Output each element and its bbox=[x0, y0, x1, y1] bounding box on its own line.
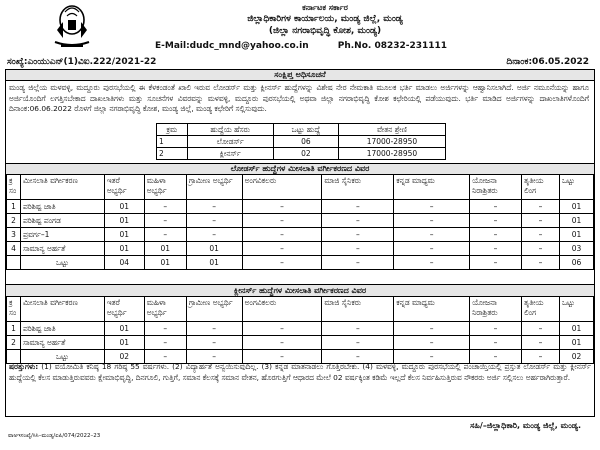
table-cell: – bbox=[242, 214, 322, 228]
table-cell: ಒಟ್ಟು bbox=[20, 256, 104, 270]
table-cell: 01 bbox=[186, 242, 242, 256]
table-header-cell: ಯೋಜನಾ ನಿರಾಶ್ರಿತರು bbox=[470, 175, 522, 200]
table-cell: 01 bbox=[104, 228, 144, 242]
table-header-cell: ತೃತೀಯ ಲಿಂಗ bbox=[522, 297, 560, 322]
table-cell: ಪರಿಶಿಷ್ಟ ಜಾತಿ bbox=[20, 322, 104, 336]
table-cell: – bbox=[186, 336, 242, 350]
cleaners-reservation-table bbox=[6, 296, 594, 364]
table-cell: – bbox=[470, 336, 522, 350]
table-cell: – bbox=[322, 336, 394, 350]
table-header-cell: ಒಟ್ಟು bbox=[559, 297, 593, 322]
table-cell: 01 bbox=[559, 200, 593, 214]
table-cell: – bbox=[186, 228, 242, 242]
table-cell: ಲೋಡರ್ಸ್ bbox=[187, 136, 273, 148]
table-cell: ಒಟ್ಟು bbox=[20, 350, 104, 364]
table-header-cell: ಮಾಜಿ ಸೈನಿಕರು bbox=[322, 175, 394, 200]
table-header-cell: ಒಟ್ಟು bbox=[559, 175, 593, 200]
table-cell bbox=[7, 256, 21, 270]
table-header-cell: ಮಾಜಿ ಸೈನಿಕರು bbox=[322, 297, 394, 322]
table-cell: – bbox=[394, 256, 470, 270]
table-header-cell: ಕ್ರ ಸಂ bbox=[7, 297, 21, 322]
notification-page bbox=[5, 0, 595, 450]
table-header-cell: ಗ್ರಾಮೀಣ ಅಭ್ಯರ್ಥಿ bbox=[186, 175, 242, 200]
table-header-cell: ಕ್ರ ಸಂ bbox=[7, 175, 21, 200]
table-cell: – bbox=[322, 228, 394, 242]
table-cell: 4 bbox=[7, 242, 21, 256]
table-cell: 1 bbox=[157, 136, 188, 148]
table-cell: – bbox=[144, 228, 186, 242]
table-header-cell: ಕನ್ನಡ ಮಾಧ್ಯಮ bbox=[394, 297, 470, 322]
table-cell: 01 bbox=[559, 336, 593, 350]
table-cell: 01 bbox=[559, 322, 593, 336]
table-cell: – bbox=[522, 242, 560, 256]
table-header-cell: ಮೀಸಲಾತಿ ವರ್ಗೀಕರಣ bbox=[20, 297, 104, 322]
government-name: ಕರ್ನಾಟಕ ಸರ್ಕಾರ bbox=[302, 3, 348, 12]
table-row bbox=[7, 336, 594, 350]
table-header-cell: ಒಟ್ಟು ಹುದ್ದೆ bbox=[273, 124, 338, 136]
contact-line bbox=[155, 41, 447, 51]
publication-code: ವಾಅಇಸಂಖ್ಯೆ/ಸಿಸಿ–ಮಂಡ್ಯ/ಏಪಿ/074/2022–23 bbox=[8, 433, 101, 439]
table-header-cell: ಗ್ರಾಮೀಣ ಅಭ್ಯರ್ಥಿ bbox=[186, 297, 242, 322]
table-header-cell: ಮಹಿಳಾ ಅಭ್ಯರ್ಥಿ bbox=[144, 297, 186, 322]
table-cell: 01 bbox=[144, 256, 186, 270]
table-cell: – bbox=[470, 242, 522, 256]
table-cell: – bbox=[186, 322, 242, 336]
table-cell: 01 bbox=[186, 256, 242, 270]
table-header-cell: ಅಂಗವಿಕಲರು bbox=[242, 297, 322, 322]
table-cell: – bbox=[186, 214, 242, 228]
table-cell: 2 bbox=[157, 148, 188, 160]
table-cell: – bbox=[144, 322, 186, 336]
table-header-cell: ತೃತೀಯ ಲಿಂಗ bbox=[522, 175, 560, 200]
notification-frame bbox=[5, 69, 595, 417]
cleaners-section-title: ಕ್ಲೀನರ್ಸ್ ಹುದ್ದೆಗಳ ಮೀಸಲಾತಿ ವರ್ಗೀಕರಣದ ವಿವರ bbox=[6, 284, 594, 297]
notification-body: ಮಂಡ್ಯ ಜಿಲ್ಲೆಯ ಮಳವಳ್ಳಿ, ಮದ್ದೂರು ಪುರಸಭೆಯಲ್ಲಿ ಈ ಕೆಳಕಂಡಂತೆ ಖಾಲಿ ಇರುವ ಲೋಡರ್ಸ್ ಮತ್ತು ಕ್ಲೀನರ್ಸ್ ಹುದ್ದೆಗಳನ್ನು ವಿಶೇಷ ನೇರ ನೇಮಕಾತಿ ಮೂಲಕ ಭರ್ತಿ ಮಾಡಲು ಅರ್ಜಿಗಳನ್ನು ಆಹ್ವಾನಿಸಲಾಗಿದೆ. ಅರ್ಜಿ ನಮೂನೆಯನ್ನು ಹಾಗೂ ಅರ್ಜಿಯೊಂದಿಗೆ ಲಗತ್ತಿಸಬೇಕಾದ ದಾಖಲಾತಿಗಳು ಮತ್ತು ಸೂಚನೆಗಳ ವಿವರವನ್ನು ಮಳವಳ್ಳಿ, ಮದ್ದೂರು ಪುರಸಭೆಯಲ್ಲಿ ಅಥವಾ ಜಿಲ್ಲಾ ನಗರಾಭಿವೃದ್ಧಿ ಕೋಶ ಕಛೇರಿಯಲ್ಲಿ ಪಡೆಯುವುದು. ಭರ್ತಿ ಮಾಡಿದ ಅರ್ಜಿಗಳನ್ನು ದಾಖಲಾತಿಗಳೊಂದಿಗೆ ದಿನಾಂಕ:06.06.2022 ರೊಳಗೆ ಜಿಲ್ಲಾ ನಗರಾಭಿವೃದ್ಧಿ ಕೋಶ, ಮಂಡ್ಯ ಜಿಲ್ಲೆ, ಮಂಡ್ಯ ಕಛೇರಿಗೆ ಸಲ್ಲಿಸುವುದು. bbox=[9, 83, 589, 114]
table-cell: 17000-28950 bbox=[338, 136, 445, 148]
table-cell: 03 bbox=[559, 242, 593, 256]
table-row bbox=[157, 148, 446, 160]
table-cell: 06 bbox=[559, 256, 593, 270]
table-cell: – bbox=[242, 350, 322, 364]
table-cell: 02 bbox=[104, 350, 144, 364]
table-cell: 17000-28950 bbox=[338, 148, 445, 160]
table-cell: 01 bbox=[104, 322, 144, 336]
table-cell: – bbox=[470, 200, 522, 214]
table-cell: – bbox=[522, 350, 560, 364]
table-cell: – bbox=[322, 214, 394, 228]
table-cell: – bbox=[394, 350, 470, 364]
table-cell: – bbox=[522, 214, 560, 228]
table-cell: 01 bbox=[104, 200, 144, 214]
pay-scale-table bbox=[156, 123, 446, 160]
table-cell: – bbox=[242, 322, 322, 336]
conditions-label: ಷರತ್ತುಗಳು: bbox=[9, 362, 39, 371]
table-cell: 06 bbox=[273, 136, 338, 148]
table-total-row bbox=[7, 256, 594, 270]
table-cell: 01 bbox=[104, 336, 144, 350]
table-cell: 01 bbox=[104, 242, 144, 256]
table-header-cell: ಕನ್ನಡ ಮಾಧ್ಯಮ bbox=[394, 175, 470, 200]
table-cell: 3 bbox=[7, 228, 21, 242]
table-row bbox=[157, 136, 446, 148]
table-row bbox=[7, 242, 594, 256]
table-cell: – bbox=[322, 322, 394, 336]
table-cell: 02 bbox=[559, 350, 593, 364]
table-cell: – bbox=[242, 200, 322, 214]
loaders-section-title: ಲೋಡರ್ಸ್ ಹುದ್ದೆಗಳ ಮೀಸಲಾತಿ ವರ್ಗೀಕರಣದ ವಿವರ bbox=[6, 163, 594, 175]
table-cell: ಸಾಮಾನ್ಯ ಅರ್ಹತೆ bbox=[20, 336, 104, 350]
table-header-cell: ಕ್ರಮ bbox=[157, 124, 188, 136]
table-header-cell: ವೇತನ ಶ್ರೇಣಿ bbox=[338, 124, 445, 136]
table-cell: – bbox=[522, 228, 560, 242]
table-row bbox=[7, 214, 594, 228]
table-cell: 01 bbox=[559, 228, 593, 242]
table-cell: ಪ್ರವರ್ಗ–1 bbox=[20, 228, 104, 242]
notification-date: ದಿನಾಂಕ:06.05.2022 bbox=[506, 57, 589, 67]
table-cell: 1 bbox=[7, 322, 21, 336]
table-cell: ಸಾಮಾನ್ಯ ಅರ್ಹತೆ bbox=[20, 242, 104, 256]
table-cell: – bbox=[144, 214, 186, 228]
table-header-row bbox=[7, 175, 594, 200]
table-cell: – bbox=[470, 228, 522, 242]
table-row bbox=[7, 322, 594, 336]
karnataka-emblem-icon bbox=[49, 2, 95, 50]
office-name: ಜಿಲ್ಲಾಧಿಕಾರಿಗಳ ಕಾರ್ಯಾಲಯ, ಮಂಡ್ಯ ಜಿಲ್ಲೆ, ಮಂಡ್ಯ bbox=[247, 14, 403, 24]
table-header-cell: ಇತರೆ ಅಭ್ಯರ್ಥಿ bbox=[104, 297, 144, 322]
table-header-cell: ಮಹಿಳಾ ಅಭ್ಯರ್ಥಿ bbox=[144, 175, 186, 200]
table-cell: 04 bbox=[104, 256, 144, 270]
table-cell: – bbox=[522, 256, 560, 270]
table-cell: – bbox=[394, 200, 470, 214]
table-cell: 01 bbox=[104, 214, 144, 228]
table-cell: 02 bbox=[273, 148, 338, 160]
table-cell: – bbox=[322, 350, 394, 364]
reference-number: ಸಂಖ್ಯೆ:ಎಂಯುಎನ್(1)ವಿಐ.222/2021-22 bbox=[7, 57, 157, 67]
table-cell: 2 bbox=[7, 214, 21, 228]
table-cell: – bbox=[522, 200, 560, 214]
table-cell: – bbox=[242, 228, 322, 242]
table-cell: 01 bbox=[559, 214, 593, 228]
table-cell: – bbox=[144, 336, 186, 350]
table-header-cell: ಮೀಸಲಾತಿ ವರ್ಗೀಕರಣ bbox=[20, 175, 104, 200]
table-cell: – bbox=[186, 200, 242, 214]
cell-name: (ಜಿಲ್ಲಾ ನಗರಾಭಿವೃದ್ಧಿ ಕೋಶ, ಮಂಡ್ಯ) bbox=[268, 26, 382, 36]
table-cell: – bbox=[242, 336, 322, 350]
table-cell: ಪರಿಶಿಷ್ಟ ಜಾತಿ bbox=[20, 200, 104, 214]
table-cell: ಕ್ಲೀನರ್ಸ್ bbox=[187, 148, 273, 160]
table-cell: – bbox=[470, 350, 522, 364]
table-cell: – bbox=[470, 256, 522, 270]
table-cell: – bbox=[322, 256, 394, 270]
email-text: E-Mail:dudc_mnd@yahoo.co.in bbox=[155, 41, 309, 51]
table-cell: ಪರಿಶಿಷ್ಟ ಪಂಗಡ bbox=[20, 214, 104, 228]
conditions-text: (1) ವಯೋಮಿತಿ ಕನಿಷ್ಠ 18 ಗರಿಷ್ಠ 55 ವರ್ಷಗಳು. (2) ವಿದ್ಯಾರ್ಹತೆ ಅನ್ವಯಿಸುವುದಿಲ್ಲ. (3) ಕನ್ನಡ ಮಾತನಾಡಲು ಗೊತ್ತಿರಬೇಕು. (4) ಮಳವಳ್ಳಿ, ಮದ್ದೂರು ಪುರಸಭೆಯಲ್ಲಿ ಪಂಚಾಯ್ತಿಯಲ್ಲಿ ಪ್ರಸ್ತುತ ಲೋಡರ್ಸ್ ಮತ್ತು ಕ್ಲೀನರ್ಸ್ ಹುದ್ದೆಯಲ್ಲಿ ಕೆಲಸ ಮಾಡುತ್ತಿರುವವರು ಕ್ಷೇಮಾಭಿವೃದ್ಧಿ, ದಿನಗೂಲಿ, ಗುತ್ತಿಗೆ, ಸಮಾನ ಕೆಲಸಕ್ಕೆ ಸಮಾನ ವೇತನ, ಹೊರಗುತ್ತಿಗೆ ಆಧಾರದ ಮೇಲೆ 02 ವರ್ಷಕ್ಕಿಂತ ಕಡಿಮೆ ಇಲ್ಲದೆ ಕೆಲಸ ನಿರ್ವಹಿಸುತ್ತಿರುವ ನೌಕರರು ಅರ್ಜಿ ಸಲ್ಲಿಸಲು ಅರ್ಹರಾಗಿರುತ್ತಾರೆ. bbox=[9, 362, 591, 382]
table-header-cell: ಇತರೆ ಅಭ್ಯರ್ಥಿ bbox=[104, 175, 144, 200]
table-cell: – bbox=[322, 200, 394, 214]
table-cell: – bbox=[186, 350, 242, 364]
table-cell: – bbox=[394, 242, 470, 256]
table-cell: – bbox=[322, 242, 394, 256]
table-cell: – bbox=[144, 350, 186, 364]
table-cell: 01 bbox=[144, 242, 186, 256]
table-cell: – bbox=[470, 322, 522, 336]
table-header-cell: ಯೋಜನಾ ನಿರಾಶ್ರಿತರು bbox=[470, 297, 522, 322]
table-cell: – bbox=[144, 200, 186, 214]
table-cell: – bbox=[242, 242, 322, 256]
notification-title: ಸಂಕ್ಷಿಪ್ತ ಅಧಿಸೂಚನೆ bbox=[6, 70, 594, 81]
table-cell: 2 bbox=[7, 336, 21, 350]
table-cell: – bbox=[522, 322, 560, 336]
table-header-cell: ಅಂಗವಿಕಲರು bbox=[242, 175, 322, 200]
table-header-cell: ಹುದ್ದೆಯ ಹೆಸರು bbox=[187, 124, 273, 136]
table-cell: – bbox=[394, 214, 470, 228]
conditions-block bbox=[9, 362, 591, 383]
signature-line: ಸಹಿ/–ಜಿಲ್ಲಾಧಿಕಾರಿ, ಮಂಡ್ಯ ಜಿಲ್ಲೆ, ಮಂಡ್ಯ. bbox=[470, 421, 581, 430]
table-cell: – bbox=[470, 214, 522, 228]
table-header-row bbox=[157, 124, 446, 136]
table-row bbox=[7, 228, 594, 242]
table-cell: – bbox=[242, 256, 322, 270]
loaders-reservation-table bbox=[6, 174, 594, 270]
table-cell: 1 bbox=[7, 200, 21, 214]
table-header-row bbox=[7, 297, 594, 322]
phone-text: Ph.No. 08232-231111 bbox=[337, 41, 448, 51]
table-cell: – bbox=[394, 336, 470, 350]
table-cell: – bbox=[522, 336, 560, 350]
table-cell: – bbox=[394, 322, 470, 336]
table-row bbox=[7, 200, 594, 214]
table-cell: – bbox=[394, 228, 470, 242]
